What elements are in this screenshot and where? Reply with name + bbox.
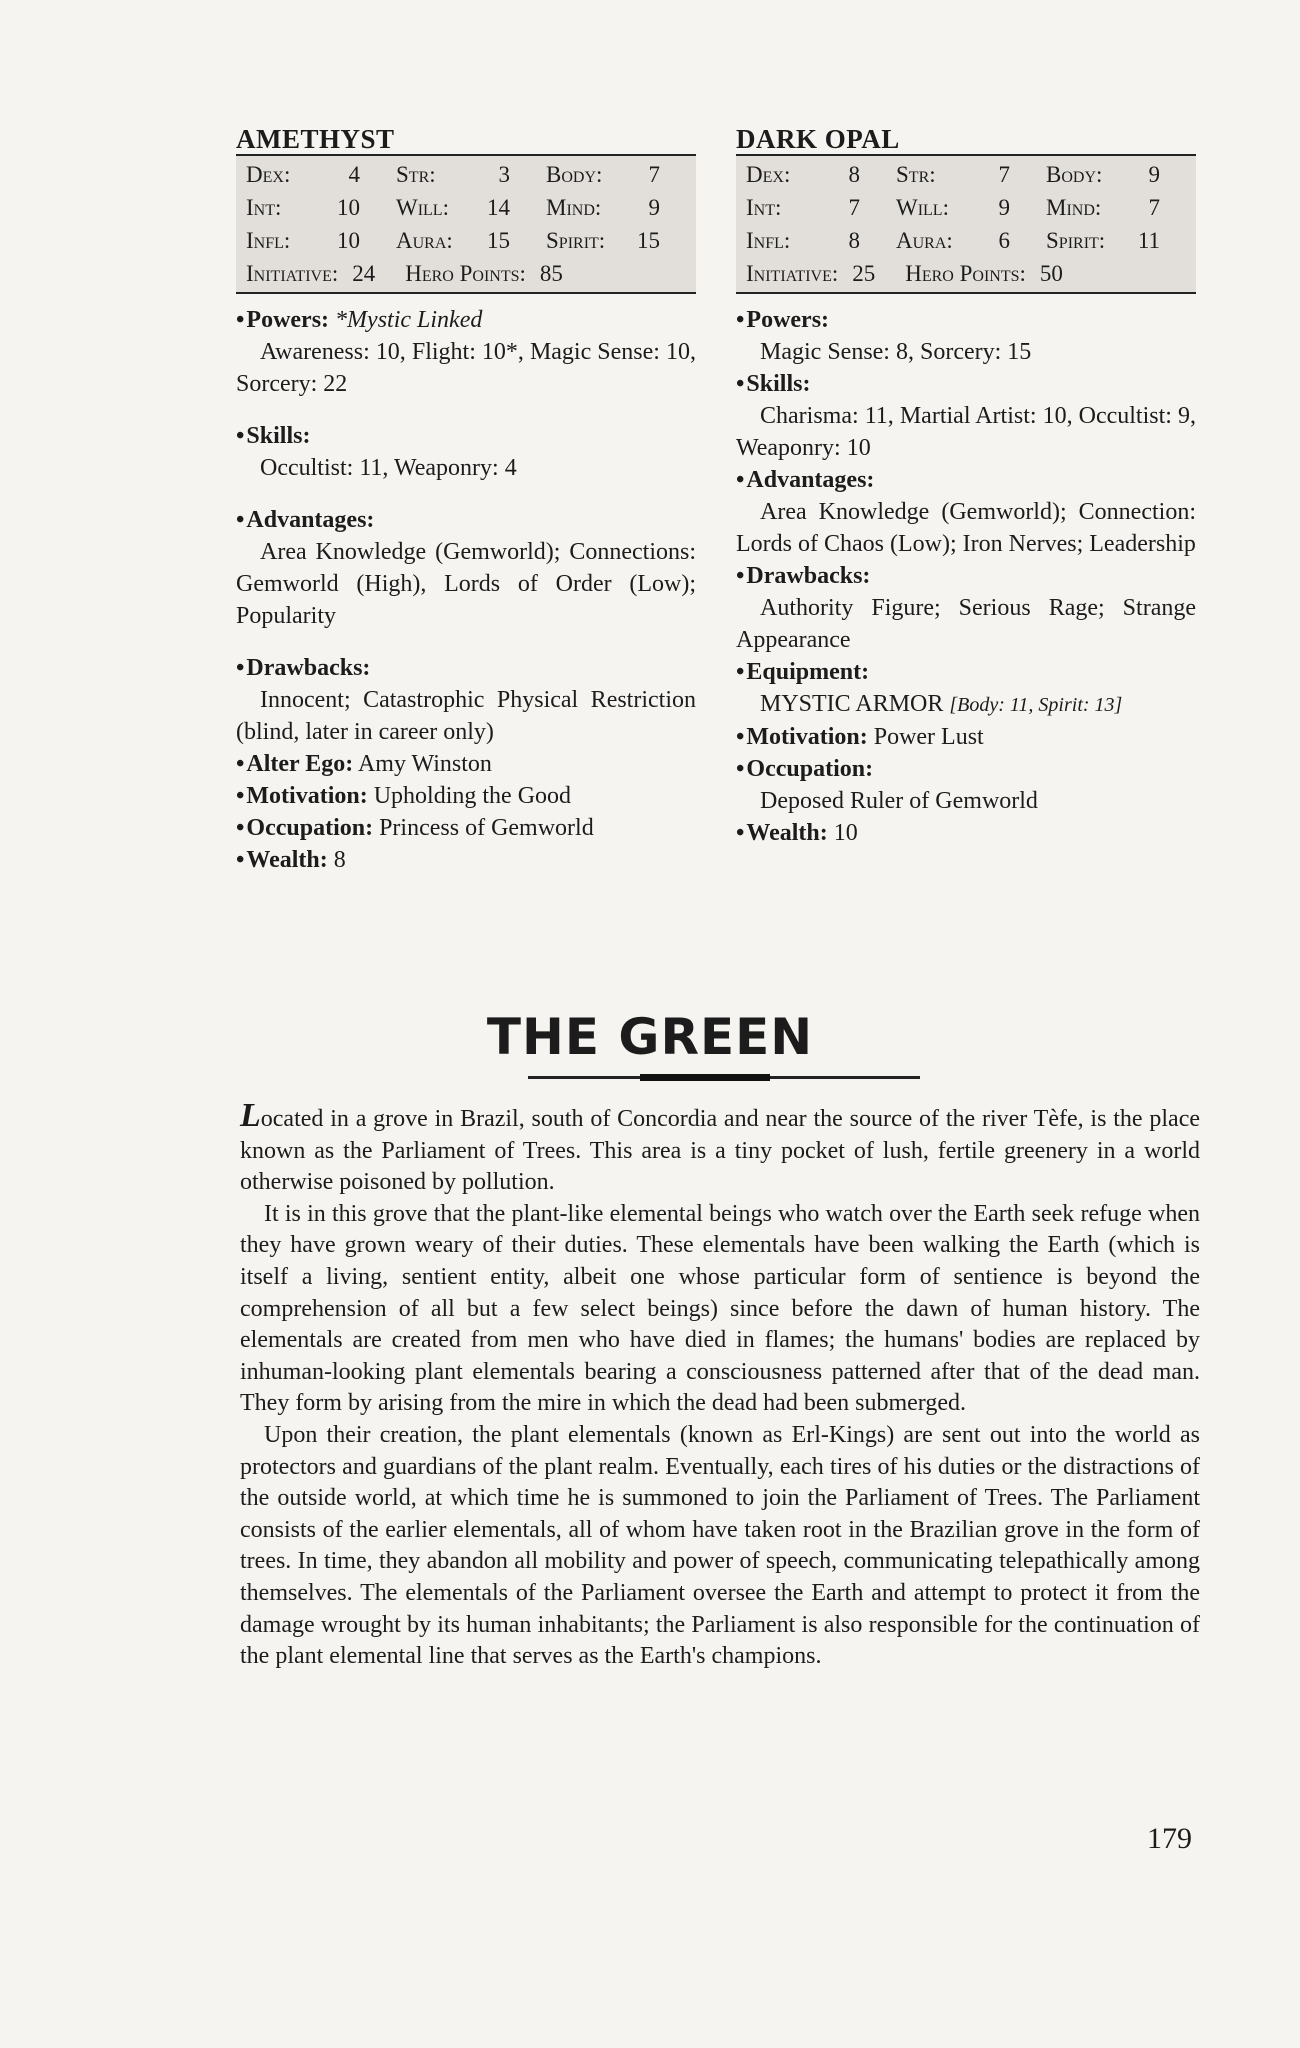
equipment-text: [736, 688, 1196, 721]
occupation-text: Deposed Ruler of Gemworld: [760, 788, 1038, 814]
stat-table: [736, 154, 1196, 294]
powers-label: Powers:: [746, 307, 830, 333]
powers-entry: •Powers: Magic Sense: 8, Sorcery: 15: [736, 304, 1196, 368]
equipment-entry: •Equipment: MYSTIC ARMOR [Body: 11, Spirit: 13]: [736, 656, 1196, 721]
stat-label: Aura:: [396, 228, 453, 253]
stat-value: 11: [1137, 228, 1160, 253]
stat-value: 7: [848, 195, 860, 220]
paragraph: It is in this grove that the plant-like elemental beings who watch over the Earth seek refuge when they have grown weary of their duties. These elementals have been walking the Earth (which is itself a living, sentient entity, albeit one whose particular form of sentience is beyond the comprehension of all but a few select beings) since before the dawn of human history. The elementals are created from men who have died in flames; the humans' bodies are replaced by inhuman-looking plant elementals bearing a consciousness patterned after that of the dead man. They form by arising from the mire in which the dead had been submerged.: [240, 1200, 1200, 1417]
drawbacks-text: Authority Figure; Serious Rage; Strange Appearance: [736, 595, 1196, 653]
stat-label: Int:: [246, 195, 282, 220]
drawbacks-entry: •Drawbacks: Innocent; Catastrophic Physical Restriction (blind, later in career only): [236, 652, 696, 748]
wealth-entry: •Wealth: 8: [236, 847, 346, 873]
powers-entry: •Powers: *Mystic Linked Awareness: 10, Flight: 10*, Magic Sense: 10, Sorcery: 22: [236, 304, 696, 400]
stat-value: 10: [337, 195, 360, 220]
initiative-label: Initiative:: [746, 261, 839, 286]
skills-text: Occultist: 11, Weaponry: 4: [260, 455, 517, 481]
stat-value: 9: [648, 195, 660, 220]
alter-ego-label: Alter Ego:: [246, 751, 354, 777]
stat-value: 7: [1148, 195, 1160, 220]
advantages-label: Advantages:: [746, 467, 875, 493]
stat-row: [736, 191, 1196, 224]
drawbacks-label: Drawbacks:: [746, 563, 871, 589]
advantages-text: Area Knowledge (Gemworld); Connections: Gemworld (High), Lords of Order (Low); Popularity: [236, 539, 696, 629]
alter-ego-entry: •Alter Ego: Amy Winston: [236, 751, 492, 777]
motivation-entry: •Motivation: Power Lust: [736, 724, 984, 750]
stat-value: 7: [998, 162, 1010, 187]
stat-label: Dex:: [746, 162, 791, 187]
advantages-label: Advantages:: [246, 507, 375, 533]
occupation-entry: •Occupation: Princess of Gemworld: [236, 815, 594, 841]
skills-entry: •Skills: Charisma: 11, Martial Artist: 10, Occultist: 9, Weaponry: 10: [736, 368, 1196, 464]
stat-row: [736, 224, 1196, 257]
stat-label: Str:: [896, 162, 936, 187]
powers-note: *Mystic Linked: [335, 307, 483, 333]
motivation-label: Motivation:: [746, 724, 868, 750]
character-block-amethyst: [236, 124, 696, 876]
motivation-text: Power Lust: [873, 724, 984, 750]
equipment-label: Equipment:: [746, 659, 870, 685]
skills-entry: •Skills: Occultist: 11, Weaponry: 4: [236, 420, 696, 484]
character-name: AMETHYST: [236, 124, 395, 154]
equipment-stats: [Body: 11, Spirit: 13]: [949, 694, 1123, 716]
stat-label: Body:: [546, 162, 603, 187]
character-block-dark-opal: [736, 124, 1196, 849]
section-title: THE GREEN: [486, 1008, 814, 1066]
stat-value: 6: [998, 228, 1010, 253]
alter-ego-text: Amy Winston: [357, 751, 492, 777]
drawbacks-label: Drawbacks:: [246, 655, 371, 681]
stat-value: 4: [348, 162, 360, 187]
wealth-text: 8: [333, 847, 346, 873]
advantages-text: Area Knowledge (Gemworld); Connection: Lords of Chaos (Low); Iron Nerves; Leadership: [736, 499, 1196, 557]
stat-value: 3: [498, 162, 510, 187]
stat-label: Str:: [396, 162, 436, 187]
stat-value: 8: [848, 228, 860, 253]
paragraph-text: ocated in a grove in Brazil, south of Concordia and near the source of the river Tèfe, is the place known as the Parliament of Trees. This area is a tiny pocket of lush, fertile greenery in a world otherwise poisoned by pollution.: [240, 1106, 1200, 1196]
occupation-label: Occupation:: [246, 815, 374, 841]
stat-label: Body:: [1046, 162, 1103, 187]
hero-points-value: 50: [1039, 261, 1063, 286]
skills-text: Charisma: 11, Martial Artist: 10, Occultist: 9, Weaponry: 10: [736, 403, 1196, 461]
stat-label: Spirit:: [1046, 228, 1106, 253]
stat-value: 15: [487, 228, 510, 253]
occupation-entry: •Occupation: Deposed Ruler of Gemworld: [736, 753, 1196, 817]
section-body: [240, 1097, 1200, 1673]
hero-points-value: 85: [539, 261, 563, 286]
wealth-text: 10: [833, 820, 858, 846]
stat-row: [236, 224, 696, 257]
wealth-label: Wealth:: [746, 820, 828, 846]
stat-label: Mind:: [1046, 195, 1102, 220]
stat-value: 9: [1148, 162, 1160, 187]
initiative-value: 24: [352, 261, 376, 286]
stat-row: [236, 158, 696, 191]
stat-label: Int:: [746, 195, 782, 220]
stat-label: Dex:: [246, 162, 291, 187]
advantages-entry: •Advantages: Area Knowledge (Gemworld); Connections: Gemworld (High), Lords of Order (Low); Popularity: [236, 504, 696, 632]
stat-value: 10: [337, 228, 360, 253]
character-name: DARK OPAL: [736, 124, 900, 154]
motivation-label: Motivation:: [246, 783, 368, 809]
powers-text: Awareness: 10, Flight: 10*, Magic Sense: 10, Sorcery: 22: [236, 339, 696, 397]
initiative-label: Initiative:: [246, 261, 339, 286]
stat-label: Aura:: [896, 228, 953, 253]
drawbacks-text: Innocent; Catastrophic Physical Restriction (blind, later in career only): [236, 687, 696, 745]
skills-label: Skills:: [246, 423, 311, 449]
stat-label: Infl:: [246, 228, 291, 253]
stat-value: 7: [648, 162, 660, 187]
paragraph: [240, 1097, 1200, 1199]
stat-value: 9: [998, 195, 1010, 220]
wealth-entry: •Wealth: 10: [736, 820, 858, 846]
occupation-text: Princess of Gemworld: [379, 815, 594, 841]
wealth-label: Wealth:: [246, 847, 328, 873]
title-rule-accent: [640, 1074, 770, 1081]
stat-label: Infl:: [746, 228, 791, 253]
hero-points-label: Hero Points:: [405, 261, 526, 286]
dropcap: L: [240, 1097, 261, 1134]
stat-row: [236, 191, 696, 224]
advantages-entry: •Advantages: Area Knowledge (Gemworld); Connection: Lords of Chaos (Low); Iron Nerves; Leadership: [736, 464, 1196, 560]
motivation-entry: •Motivation: Upholding the Good: [236, 783, 572, 809]
stat-label: Will:: [896, 195, 949, 220]
drawbacks-entry: •Drawbacks: Authority Figure; Serious Rage; Strange Appearance: [736, 560, 1196, 656]
stat-label: Spirit:: [546, 228, 606, 253]
skills-label: Skills:: [746, 371, 811, 397]
stat-value: 15: [637, 228, 660, 253]
powers-text: Magic Sense: 8, Sorcery: 15: [760, 339, 1032, 365]
stat-value: 8: [848, 162, 860, 187]
paragraph: Upon their creation, the plant elementals (known as Erl-Kings) are sent out into the world as protectors and guardians of the plant realm. Eventually, each tires of his duties or the distractions of the outside world, at which time he is summoned to join the Parliament of Trees. The Parliament consists of the earlier elementals, all of whom have taken root in the Brazilian grove in the form of trees. In time, they abandon all mobility and power of speech, communicating telepathically among themselves. The elementals of the Parliament oversee the Earth and attempt to protect it from the damage wrought by its human inhabitants; the Parliament is also responsible for the continuation of the plant elemental line that serves as the Earth's champions.: [240, 1421, 1200, 1670]
stat-label: Will:: [396, 195, 449, 220]
powers-label: Powers:: [246, 307, 330, 333]
stat-row: [736, 158, 1196, 191]
motivation-text: Upholding the Good: [373, 783, 572, 809]
stat-table: [236, 154, 696, 294]
equipment-item: MYSTIC ARMOR: [760, 691, 944, 717]
occupation-label: Occupation:: [746, 756, 874, 782]
stat-label: Mind:: [546, 195, 602, 220]
stat-row-initiative: [236, 257, 696, 290]
page-number: 179: [1147, 1822, 1192, 1855]
stat-value: 14: [487, 195, 510, 220]
initiative-value: 25: [852, 261, 876, 286]
hero-points-label: Hero Points:: [905, 261, 1026, 286]
stat-row-initiative: [736, 257, 1196, 290]
